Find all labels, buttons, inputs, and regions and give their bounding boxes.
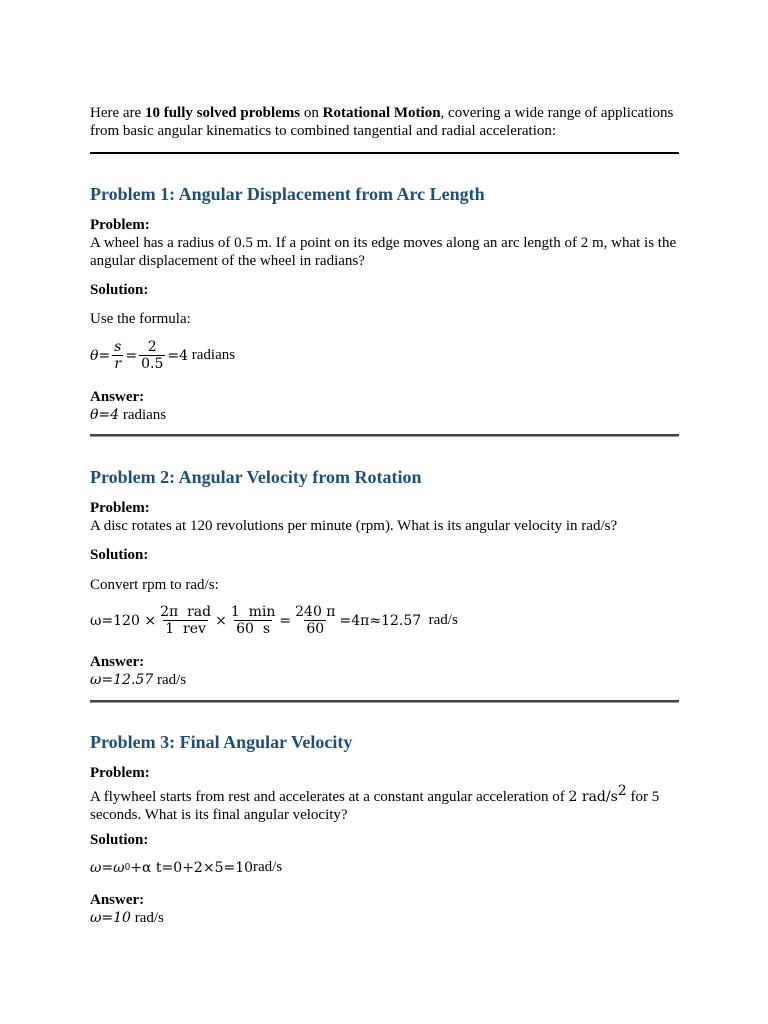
answer-value: θ=4 [90, 407, 120, 423]
solution-label: Solution: [90, 282, 149, 298]
answer-label: Answer: [90, 389, 145, 405]
intro-text: Here are [90, 105, 145, 121]
intro-paragraph [90, 104, 690, 140]
problem-label: Problem: [90, 500, 150, 516]
problem-3-equation: ω=ω 0 +α t=0+2×5=10 rad/s [90, 859, 283, 876]
solution-label: Solution: [90, 832, 149, 848]
fraction: $\frac{s}{r}$ [114, 339, 122, 372]
answer-unit: rad/s [153, 672, 187, 688]
eq-rhs: =4 [167, 347, 188, 364]
eq-lhs: θ= [90, 347, 111, 364]
eq-rhs: +α t=0+2×5=10 [130, 859, 254, 876]
problem-1-answer [90, 388, 690, 424]
eq-unit: radians [188, 347, 236, 363]
eq-lhs: ω=ω [90, 859, 125, 876]
problem-2-equation [90, 604, 458, 637]
answer-unit: rad/s [130, 910, 164, 926]
intro-bold-count: 10 fully solved problems [144, 105, 301, 121]
problem-1-solution-text: Use the formula: [90, 311, 191, 327]
answer-value: ω=12.57 [90, 672, 154, 688]
problem-3-answer [90, 891, 690, 927]
fraction: $\frac{240 \pi}{60}$ [295, 604, 336, 637]
problem-1-text: A wheel has a radius of 0.5 m. If a point on its edge moves along an arc length of 2 m, what is the angular displacement of the wheel in radians? [90, 235, 677, 269]
eq-unit: rad/s [253, 859, 283, 875]
problem-1-equation: θ= $\frac{s}{r}$ = $\frac{2}{0.5}$ =4 radians [90, 339, 236, 372]
section-divider [90, 700, 679, 703]
problem-label: Problem: [90, 765, 150, 781]
intro-text: on [300, 105, 323, 121]
problem-2-text: A disc rotates at 120 revolutions per minute (rpm). What is its angular velocity in rad/s? [90, 518, 618, 534]
problem-1-title: Problem 1: Angular Displacement from Arc Length [90, 184, 485, 204]
problem-2-statement [90, 499, 690, 535]
answer-label: Answer: [90, 654, 145, 670]
section-divider [90, 434, 679, 437]
problem-1-statement [90, 216, 690, 270]
fraction: $\frac{1 \min}{60 s}$ [230, 604, 276, 637]
eq-rhs: =4π≈12.57 [339, 612, 422, 629]
problem-3-statement [90, 764, 690, 824]
intro-bold-topic: Rotational Motion [322, 105, 441, 121]
answer-label: Answer: [90, 892, 145, 908]
eq-operator: × [215, 612, 227, 629]
problem-label: Problem: [90, 217, 150, 233]
solution-label: Solution: [90, 547, 149, 563]
eq-operator: = [279, 612, 292, 629]
answer-unit: radians [119, 407, 167, 423]
fraction: $\frac{\text{2π rad}}{\text{1 rev}}$ [160, 604, 212, 637]
problem-3-text: A flywheel starts from rest and accelerates at a constant angular acceleration of 2 rad/$s^2$ for 5 seconds. What is its final angular velocity? [90, 783, 660, 823]
eq-unit: rad/s [421, 612, 458, 628]
problem-3-title: Problem 3: Final Angular Velocity [90, 732, 353, 752]
inline-math: 2 rad/s [568, 789, 618, 805]
eq-lhs: ω=120 × [90, 612, 157, 629]
answer-value: ω=10 [90, 910, 131, 926]
fraction: $\frac{2}{0.5}$ [141, 339, 164, 372]
problem-2-title: Problem 2: Angular Velocity from Rotation [90, 467, 422, 487]
problem-2-answer [90, 653, 690, 689]
intro-text: , covering a wide range of applications from basic angular kinematics to combined tangential and radial acceleration: [90, 105, 674, 139]
problem-2-solution-text: Convert rpm to rad/s: [90, 577, 219, 593]
section-divider [90, 152, 679, 154]
